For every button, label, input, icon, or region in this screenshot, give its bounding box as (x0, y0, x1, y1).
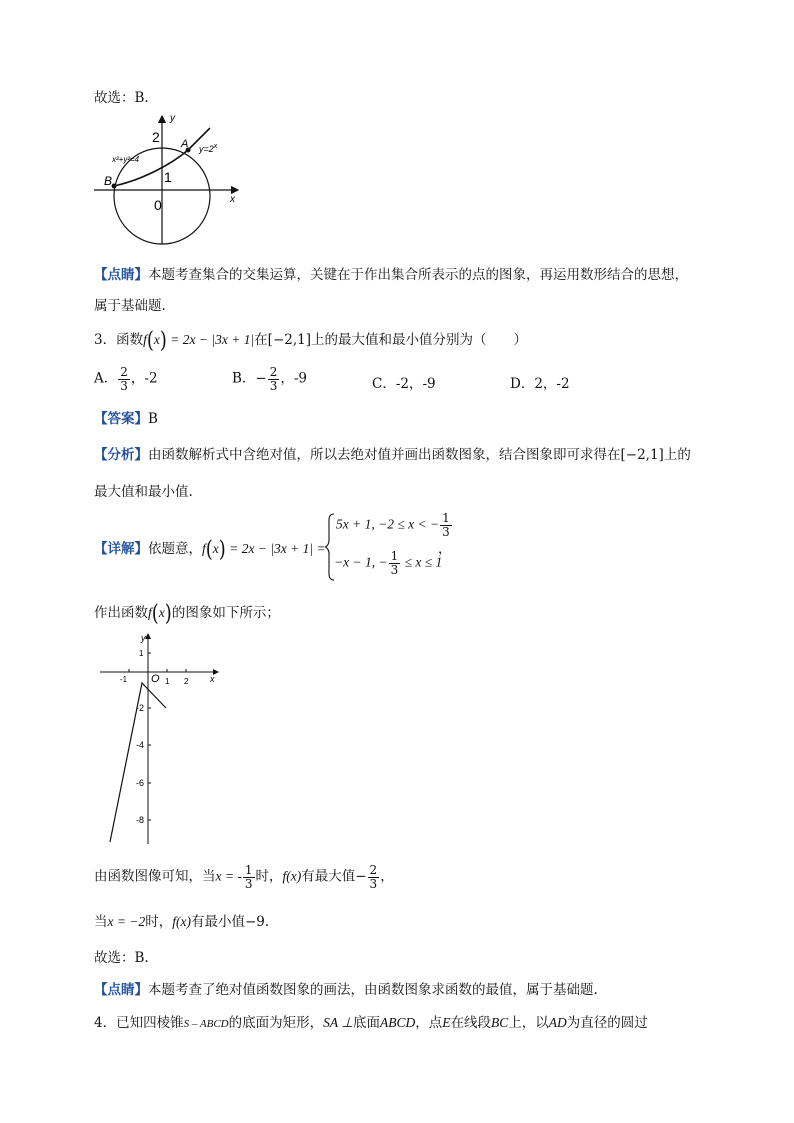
y-axis-label: y (141, 633, 146, 643)
option-a: A． $\frac{2}{3}$ ，-2 (94, 365, 158, 393)
tick-y-neg6: -6 (136, 778, 145, 788)
circle-label: x²+y²=4 (112, 155, 140, 164)
tick-y-neg4: -4 (136, 740, 145, 750)
dianjing-tag: 【点睛】 (94, 267, 148, 283)
piecewise-case2: −x − 1, − $\frac{1}{3}$ ≤ x ≤ 1 (334, 549, 443, 577)
tick-2: 2 (152, 129, 160, 145)
y-axis-label: y (170, 113, 175, 124)
tick-x-neg1: -1 (120, 675, 128, 684)
piecewise-comma: ， (438, 541, 452, 557)
label-a: A (181, 138, 189, 150)
interval: [−2,1] (267, 332, 311, 348)
q2-dianjing-line2: 属于基础题. (94, 298, 166, 314)
detail-line: 【详解】依题意，f(x) = 2x − |3x + 1| = (94, 536, 326, 563)
q3-dianjing: 【点睛】本题考查了绝对值函数图象的画法，由函数图象求函数的最值，属于基础题. (94, 982, 598, 998)
analysis-line2: 最大值和最小值. (94, 484, 193, 500)
x-axis-label: x (210, 674, 215, 684)
curve-label: y=2 (199, 144, 214, 154)
svg-text:y=2x (198, 143, 218, 154)
x-axis-label: x (230, 194, 235, 205)
tick-y-neg2: -2 (136, 703, 145, 713)
tick-1: 1 (164, 169, 172, 185)
curve-label-exp: x (213, 143, 218, 150)
analysis-line1: 【分析】由函数解析式中含绝对值，所以去绝对值并画出函数图象，结合图象即可求得在[−2,1]上的 (94, 447, 691, 463)
piecewise-case1: 5x + 1, −2 ≤ x < − $\frac{1}{3}$ (336, 511, 450, 539)
origin-label: 0 (154, 197, 162, 213)
tick-x-1: 1 (165, 677, 170, 686)
tick-y-1: 1 (139, 649, 144, 658)
option-c: C．-2，-9 (372, 376, 436, 392)
q3-stem: 3．函数f(x) = 2x − |3x + 1|在[−2,1]上的最大值和最小值分别为（ ） (94, 327, 527, 354)
conclusion-min: 当x = −2时，f(x)有最小值−9． (94, 914, 279, 930)
final-choice: 故选：B. (94, 90, 149, 106)
point-b (112, 184, 117, 189)
option-b: B．− $\frac{2}{3}$ ，-9 (232, 365, 308, 393)
graph-intro: 作出函数f(x)的图象如下所示； (94, 600, 280, 627)
option-d: D．2，-2 (510, 376, 570, 392)
q2-dianjing-line1: 【点睛】本题考查集合的交集运算，关键在于作出集合所表示的点的图象，再运用数形结合的思想， (94, 267, 688, 283)
label-b: B (104, 174, 113, 188)
tick-x-2: 2 (184, 677, 189, 686)
q3-final-choice: 故选：B. (94, 950, 149, 966)
figure-circle-exponential (92, 112, 248, 246)
answer-line: 【答案】B (94, 411, 158, 427)
tick-y-neg8: -8 (136, 815, 145, 825)
origin-label: O (151, 673, 160, 685)
conclusion-max: 由函数图像可知，当x = - $\frac{1}{3}$ 时，f(x)有最大值− $\frac{2}{3}$ ， (94, 863, 394, 891)
figure-piecewise-graph (96, 628, 226, 848)
q4-stem: 4．已知四棱锥S – ABCD的底面为矩形，SA ⊥底面ABCD，点E在线段BC上，以AD为直径的圆过 (94, 1015, 648, 1031)
